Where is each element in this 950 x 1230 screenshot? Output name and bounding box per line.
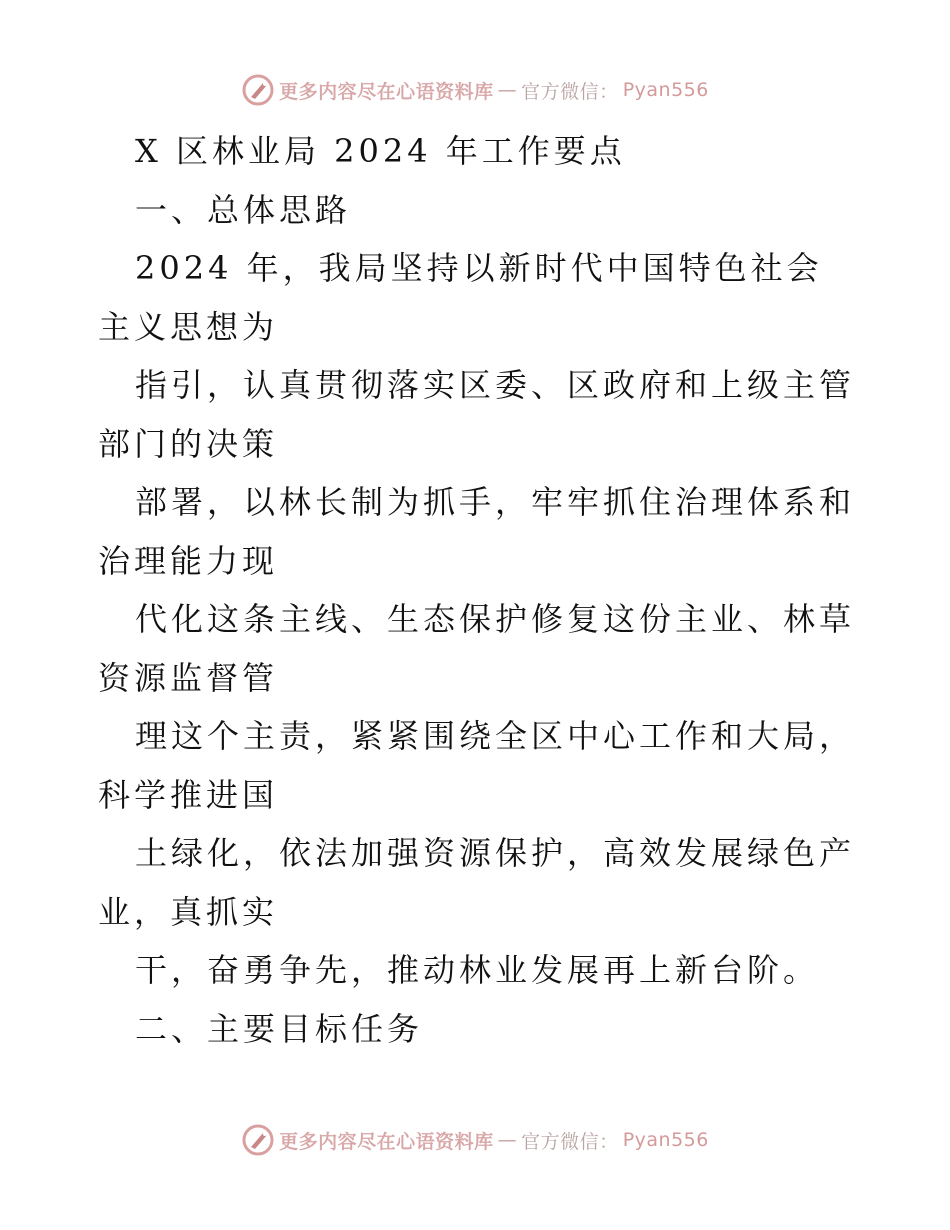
watermark-label: 官方微信：: [521, 80, 619, 103]
watermark-id: Pyan556: [622, 79, 709, 101]
footer-watermark: [0, 1120, 950, 1160]
pen-logo-icon: [241, 73, 275, 107]
watermark-label: 官方微信：: [521, 1130, 619, 1153]
paragraph: 干，奋勇争先，推动林业发展再上新台阶。: [135, 951, 820, 989]
paragraph: 指引，认真贯彻落实区委、区政府和上级主管部门的决策: [98, 366, 856, 463]
watermark-separator: —: [497, 1129, 518, 1151]
section-heading-2: 二、主要目标任务: [135, 1009, 424, 1048]
header-watermark: [0, 70, 950, 110]
document-body: [98, 122, 858, 1058]
pen-logo-icon: [241, 1123, 275, 1157]
document-title: X 区林业局 2024 年工作要点: [135, 132, 626, 170]
paragraph: 土绿化，依法加强资源保护，高效发展绿色产业，真抓实: [98, 834, 856, 931]
paragraph: 2024 年，我局坚持以新时代中国特色社会主义思想为: [98, 249, 823, 346]
section-heading-1: 一、总体思路: [135, 190, 352, 229]
watermark-id: Pyan556: [622, 1129, 709, 1151]
watermark-group: [241, 73, 709, 107]
paragraph: 代化这条主线、生态保护修复这份主业、林草资源监督管: [98, 600, 856, 697]
watermark-text: 更多内容尽在心语资料库: [279, 80, 494, 103]
watermark-text: 更多内容尽在心语资料库: [279, 1130, 494, 1153]
watermark-separator: —: [497, 79, 518, 101]
paragraph: 部署，以林长制为抓手，牢牢抓住治理体系和治理能力现: [98, 483, 856, 580]
watermark-group: [241, 1123, 709, 1157]
paragraph: 理这个主责，紧紧围绕全区中心工作和大局，科学推进国: [98, 717, 856, 814]
